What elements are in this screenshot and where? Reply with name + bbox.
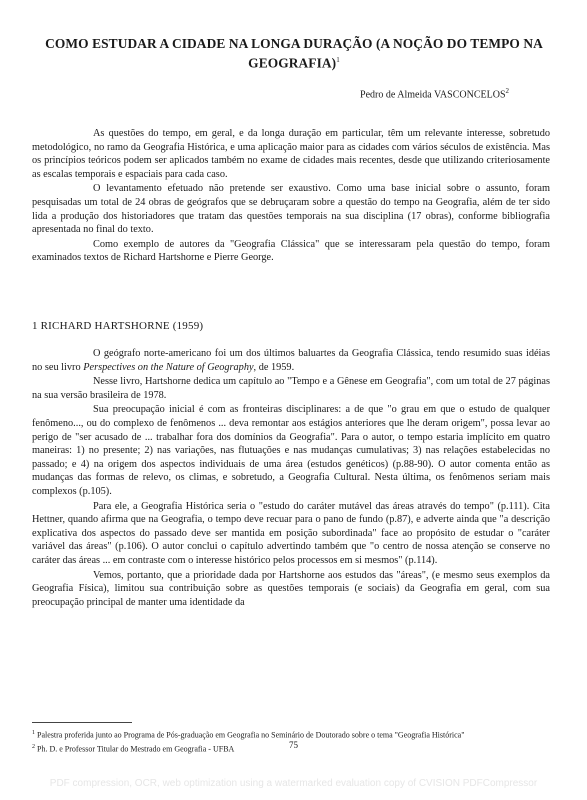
footnote-number: 2 [32,743,35,750]
footnote-number: 1 [32,730,35,736]
title-footnote-marker: 1 [336,56,340,64]
article-title [40,36,548,71]
footnote-text: Palestra proferida junto ao Programa de Pós-graduação em Geografia no Seminário de Doutorado sobre o tema "Geografia Histórica" [37,730,465,740]
footnote-1 [32,728,550,741]
author-name: Pedro de Almeida VASCONCELOS [360,89,506,101]
section-paragraph-4: Para ele, a Geografia Histórica seria o "estudo do caráter mutável das áreas através do tempo" (p.111). Cita Hettner, quando afirma que na Geografia, o tempo deve recuar para o pano de fundo (p.87), e adverte ainda que "a descrição explicativa dos aspectos do passado deve ser mantida em posição subordinada" face ao propósito de estudar o "caráter variável das áreas" (p.106). O autor conclui o capítulo advertindo também que "o centro de nossa atenção se conserve no caráter das áreas ... em contraste com o interesse histórico pelos processos em si mesmos" (p.114). [32,500,550,566]
intro-paragraph-1: As questões do tempo, em geral, e da longa duração em particular, têm um relevante interesse, sobretudo metodológico, no ramo da Geografia Histórica, e uma aplicação maior para as cidades com vários séculos de existência. Mas os princípios teóricos podem ser aplicados também no exame de cidades mais recentes, desde que utilizando criteriosamente as escalas temporais e espaciais para cada caso. [32,128,550,180]
section-paragraph-1 [32,347,550,374]
p1-text-after: , de 1959. [253,361,295,373]
footnote-text: Ph. D. e Professor Titular do Mestrado em Geografia - UFBA [37,744,235,754]
author-line [360,87,509,100]
footnote-divider [32,722,132,723]
section-body [32,347,550,609]
section-heading: 1 RICHARD HARTSHORNE (1959) [32,320,204,332]
section-paragraph-2: Nesse livro, Hartshorne dedica um capítulo ao "Tempo e a Gênese em Geografia", com um total de 27 páginas na sua versão brasileira de 1978. [32,376,550,401]
section-paragraph-5: Vemos, portanto, que a prioridade dada por Hartshorne aos estudos das "áreas", (e mesmo seus exemplos da Geografia Física), limitou sua contribuição sobre as questões temporais (e sociais) da Geografia em geral, com sua preocupação principal de manter uma identidade da [32,569,550,608]
intro-paragraph-2: O levantamento efetuado não pretende ser exaustivo. Como uma base inicial sobre o assunto, foram pesquisadas um total de 24 obras de geógrafos que se debruçaram sobre a questão do tempo na Geografia, além de ter sido lida a produção dos historiadores que tratam das questões temporais na sua disciplina (17 obras), conforme bibliografia apresentada no final do texto. [32,183,550,236]
intro-paragraph-3: Como exemplo de autores da "Geografia Clássica" que se interessaram pela questão do tempo, foram examinados textos de Richard Hartshorne e Pierre George. [32,238,550,264]
watermark: PDF compression, OCR, web optimization using a watermarked evaluation copy of CVISION PDFCompressor [49,778,538,789]
book-title: Perspectives on the Nature of Geography [83,361,254,373]
author-footnote-marker: 2 [505,87,509,95]
introduction [32,127,550,265]
p1-text-before: O geógrafo norte-americano foi um dos últimos baluartes da Geografia Clássica, tendo resumido suas idéias no seu livro [32,348,550,373]
section-paragraph-3: Sua preocupação inicial é com as fronteiras disciplinares: a de que "o grau em que o estudo de qualquer fenômeno..., ou do complexo de fenômenos ... deva remontar aos estágios anteriores que lhe deram origem", possa levar ao perigo de "ser acusado de ... trabalhar fora dos domínios da Geografia". Para o autor, o tempo estaria implícito em quatro maneiras: 1) no presente; 2) nas variações, nas flutuações e nas mudanças cumulativas; 3) nas relações estabelecidas no passado; e 4) na origem dos aspectos individuais de uma área (estudos genéticos) (p.88-90). O autor comenta então as mudanças das formas de relevo, os climas, e sobretudo, a Geografia Cultural. Nesta última, os fenômenos seriam mais complexos (p.105). [32,404,550,497]
article-title-text: COMO ESTUDAR A CIDADE NA LONGA DURAÇÃO (A NOÇÃO DO TEMPO NA GEOGRAFIA) [45,36,543,71]
page-number: 75 [289,740,298,750]
